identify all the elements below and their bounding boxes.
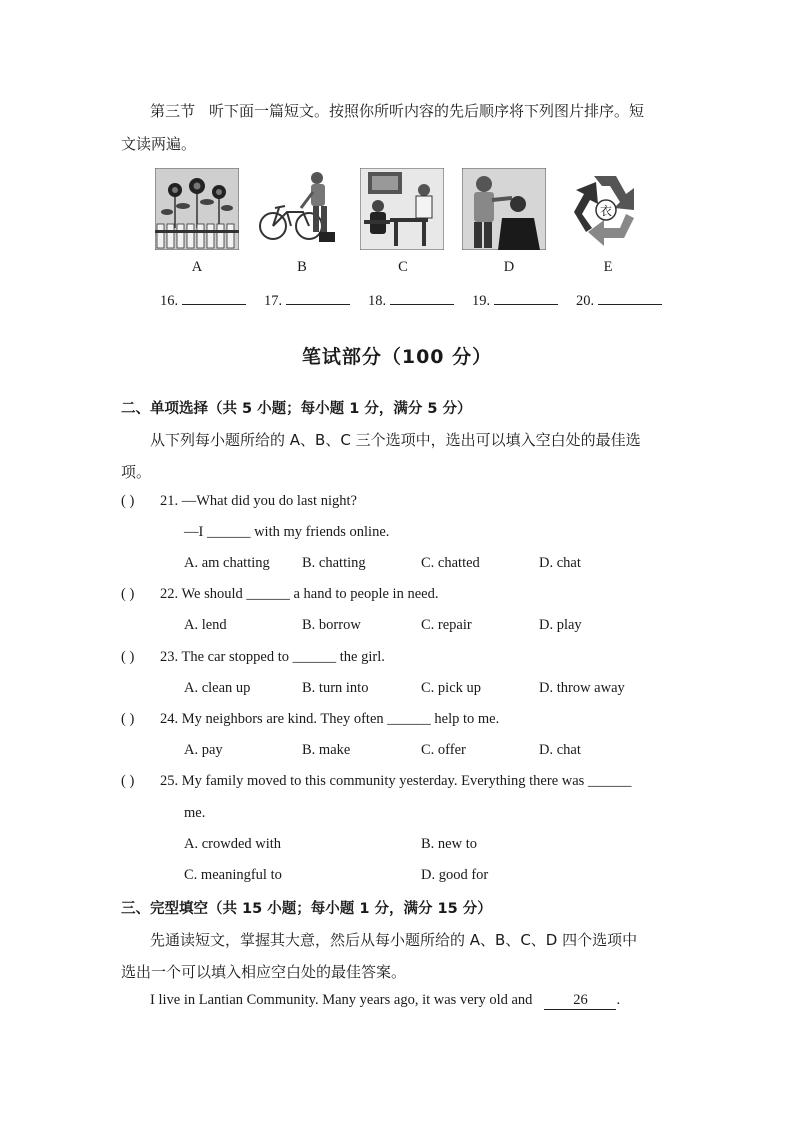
blank-line[interactable] [598,290,662,305]
picture-d-haircut [462,168,546,250]
question-24-option-b[interactable]: B. make [302,742,351,758]
part2-intro-line2: 项。 [121,463,152,481]
question-24-option-a[interactable]: A. pay [184,742,223,758]
question-22-option-c[interactable]: C. repair [421,617,472,633]
question-24-option-d[interactable]: D. chat [539,742,581,758]
question-21-stem-line2: —I ______ with my friends online. [184,524,390,540]
passage-period: . [616,992,621,1008]
answer-blank-16: 16. [160,290,246,310]
picture-a-sunflowers [155,168,239,250]
passage-blank-26[interactable] [544,992,616,1010]
picture-c-doctor-visit [360,168,444,250]
blank-line[interactable] [182,290,246,305]
part3-intro-line2: 选出一个可以填入相应空白处的最佳答案。 [121,963,407,981]
question-23-option-b[interactable]: B. turn into [302,680,369,696]
answer-paren-21[interactable]: ( ) [121,493,135,509]
section3-heading: 第三节 [150,102,196,120]
question-25-option-b[interactable]: B. new to [421,836,477,852]
picture-label-b: B [297,259,307,275]
question-25-option-c[interactable]: C. meaningful to [184,867,282,883]
question-23-stem: 23. The car stopped to ______ the girl. [160,649,385,665]
picture-label-e: E [603,259,613,275]
question-25-option-a[interactable]: A. crowded with [184,836,282,852]
question-21-option-d[interactable]: D. chat [539,555,581,571]
section3-instruction-line1 [150,100,644,121]
part3-heading: 三、完型填空（共 15 小题；每小题 1 分，满分 15 分） [121,901,492,917]
blank-line[interactable] [390,290,454,305]
answer-paren-24[interactable]: ( ) [121,711,135,727]
question-22-option-d[interactable]: D. play [539,617,582,633]
answer-blank-20: 20. [576,290,662,310]
blank-line[interactable] [286,290,350,305]
blank-number-26: 26 [573,992,588,1008]
question-21-stem: 21. —What did you do last night? [160,493,357,509]
picture-label-d: D [503,259,515,275]
question-24-stem: 24. My neighbors are kind. They often ______ help to me. [160,711,500,727]
question-23-option-d[interactable]: D. throw away [539,680,625,696]
recycle-char: 衣 [599,204,613,218]
question-22-option-b[interactable]: B. borrow [302,617,361,633]
question-22-stem: 22. We should ______ a hand to people in need. [160,586,439,602]
answer-blank-17: 17. [264,290,350,310]
written-section-title: 笔试部分（100 分） [301,346,493,368]
passage-first-line [150,992,620,1010]
answer-paren-25[interactable]: ( ) [121,773,135,789]
question-22-option-a[interactable]: A. lend [184,617,227,633]
answer-paren-22[interactable]: ( ) [121,586,135,602]
section3-instruction-line2: 文读两遍。 [121,135,197,153]
answer-blank-19: 19. [472,290,558,310]
section3-instruction-text: 听下面一篇短文。按照你所听内容的先后顺序将下列图片排序。短 [209,102,645,120]
passage-text: I live in Lantian Community. Many years ago, it was very old and [150,992,533,1008]
picture-label-c: C [398,259,408,275]
picture-e-recycle [564,168,648,250]
question-23-option-c[interactable]: C. pick up [421,680,482,696]
blank-line[interactable] [494,290,558,305]
question-23-option-a[interactable]: A. clean up [184,680,251,696]
question-25-stem-line2: me. [184,805,206,821]
answer-blank-18: 18. [368,290,454,310]
picture-b-bicycle-repair [257,168,341,250]
question-21-option-a[interactable]: A. am chatting [184,555,270,571]
part2-intro-line1: 从下列每小题所给的 A、B、C 三个选项中，选出可以填入空白处的最佳选 [150,431,641,449]
question-21-option-c[interactable]: C. chatted [421,555,480,571]
question-25-stem: 25. My family moved to this community yesterday. Everything there was ______ [160,773,632,789]
answer-paren-23[interactable]: ( ) [121,649,135,665]
question-21-option-b[interactable]: B. chatting [302,555,366,571]
question-24-option-c[interactable]: C. offer [421,742,466,758]
part3-intro-line1: 先通读短文，掌握其大意，然后从每小题所给的 A、B、C、D 四个选项中 [150,931,638,949]
part2-heading: 二、单项选择（共 5 小题；每小题 1 分，满分 5 分） [121,401,472,417]
picture-label-a: A [191,259,203,275]
question-25-option-d[interactable]: D. good for [421,867,489,883]
